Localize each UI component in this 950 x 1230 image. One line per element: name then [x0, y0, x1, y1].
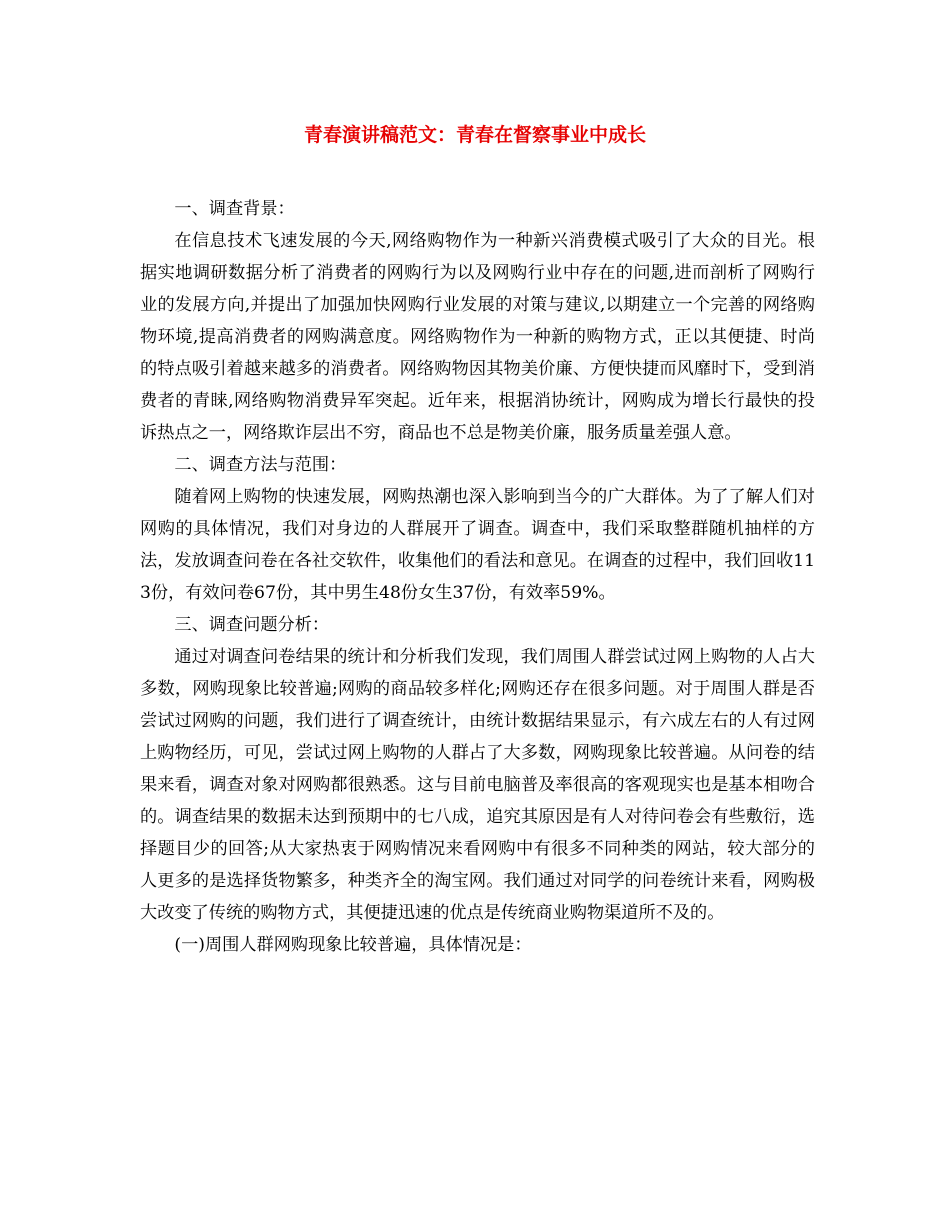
heading-problem-analysis: 三、调查问题分析： — [174, 615, 330, 635]
paragraph-background: 在信息技术飞速发展的今天,网络购物作为一种新兴消费模式吸引了大众的目光。根据实地调研数据分析了消费者的网购行为以及网购行业中存在的问题,进而剖析了网购行业的发展方向,并提出了加强加快网购行业发展的对策与建议,以期建立一个完善的网络购物环境,提高消费者的网购满意度。网络购物作为一种新的购物方式，正以其便捷、时尚的特点吸引着越来越多的消费者。网络购物因其物美价廉、方便快捷而风靡时下，受到消费者的青睐,网络购物消费异军突起。近年来，根据消协统计，网购成为增长行最快的投诉热点之一，网络欺诈层出不穷，商品也不总是物美价廉，服务质量差强人意。 — [140, 231, 815, 443]
subheading-common-online-shopping: (一)周围人群网购现象比较普遍，具体情况是： — [174, 935, 532, 955]
paragraph-analysis: 通过对调查问卷结果的统计和分析我们发现，我们周围人群尝试过网上购物的人占大多数，网购现象比较普遍;网购的商品较多样化;网购还存在很多问题。对于周围人群是否尝试过网购的问题，我们进行了调查统计，由统计数据结果显示，有六成左右的人有过网上购物经历，可见，尝试过网上购物的人群占了大多数，网购现象比较普遍。从问卷的结果来看，调查对象对网购都很熟悉。这与目前电脑普及率很高的客观现实也是基本相吻合的。调查结果的数据未达到预期中的七八成，追究其原因是有人对待问卷会有些敷衍，选择题目少的回答;从大家热衷于网购情况来看网购中有很多不同种类的网站，较大部分的人更多的是选择货物繁多，种类齐全的淘宝网。我们通过对同学的问卷统计来看，网购极大改变了传统的购物方式，其便捷迅速的优点是传统商业购物渠道所不及的。 — [140, 647, 815, 923]
paragraph-method: 随着网上购物的快速发展，网购热潮也深入影响到当今的广大群体。为了了解人们对网购的具体情况，我们对身边的人群展开了调查。调查中，我们采取整群随机抽样的方法，发放调查问卷在各社交软件，收集他们的看法和意见。在调查的过程中，我们回收113份，有效问卷67份，其中男生48份女生37份，有效率59%。 — [140, 487, 815, 603]
document-title: 青春演讲稿范文：青春在督察事业中成长 — [303, 124, 646, 146]
document-body — [140, 193, 815, 961]
heading-survey-background: 一、调查背景： — [174, 199, 295, 219]
heading-survey-method: 二、调查方法与范围： — [174, 455, 347, 475]
